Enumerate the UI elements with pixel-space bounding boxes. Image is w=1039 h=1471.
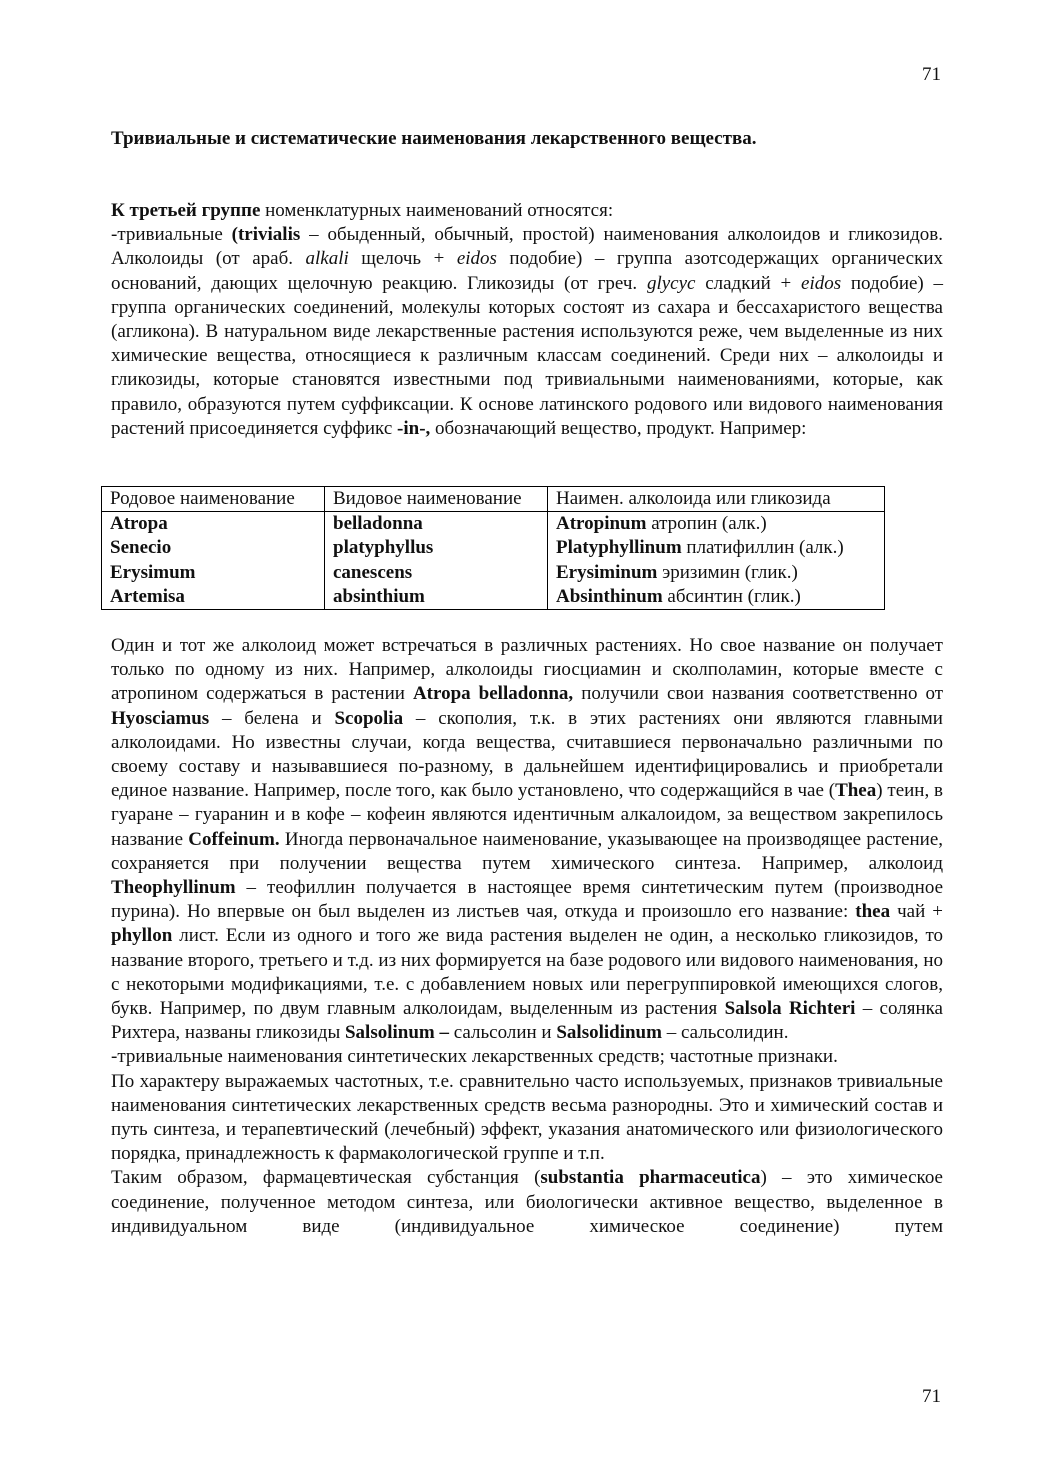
- table-header-row: [102, 487, 885, 512]
- bold-term: Salsola Richteri: [724, 998, 856, 1020]
- intro-paragraph: [111, 199, 943, 441]
- species-cell: [325, 561, 548, 585]
- compound-cell: [548, 512, 885, 537]
- text-run: лист. Если из одного и того же вида растения выделен не один, а несколько гликозидов, то название второго, третьего и т.д. из них формируется на базе родового или видового наименования, но с некоторыми модификациями, т.е. с добавлением новых или перегруппировкой имеющихся слогов, букв. Например, по двум главным алколоидам, выделенным из растения: [111, 925, 943, 1020]
- text-run: – белена и: [209, 707, 335, 729]
- compound-cell: [548, 585, 885, 610]
- bold-term: Salsolidinum: [556, 1022, 662, 1044]
- compound-russian: атропин (алк.): [646, 513, 767, 535]
- text-run: – теофиллин получается в настоящее время синтетическим путем (производное пурина). Но впервые он был выделен из листьев чая, откуда и произошло его название:: [111, 877, 943, 923]
- table-row: [102, 585, 885, 610]
- species-cell: [325, 585, 548, 610]
- species-cell: [325, 536, 548, 560]
- text-run: – скополия, т.к. в этих растениях они являются главными алколоидами. Но известны случаи, когда вещества, считавшиеся первоначально различными по своему составу и называвшиеся по-разному, в дальнейшем идентифицировались и приобретали единое название. Например, после того, как было установлено, что содержащийся в чае (: [111, 707, 943, 802]
- text-run: – сальсолидин.: [661, 1022, 789, 1044]
- compound-russian: платифиллин (алк.): [681, 537, 844, 559]
- italic-term: glycyc: [646, 272, 696, 294]
- page-number-top: 71: [922, 64, 941, 85]
- bold-term: Atropa belladonna,: [412, 683, 574, 705]
- genus-cell: [102, 585, 325, 610]
- body-text: [111, 634, 943, 1239]
- bold-term: Scopolia: [334, 707, 404, 729]
- compound-russian: эризимин (глик.): [657, 561, 798, 583]
- text-run: сальсолин и: [449, 1022, 557, 1044]
- text-run: чай +: [890, 901, 943, 923]
- text-run: Иногда первоначальное наименование, указывающее на производящее растение, сохраняется при получении вещества путем химического синтеза. Например, алколоид: [111, 828, 944, 874]
- compound-latin: Erysiminum: [556, 561, 658, 583]
- text-run: сладкий +: [695, 272, 802, 294]
- compound-latin: Atropinum: [556, 513, 647, 535]
- text-run: – солянка Рихтера, названы гликозиды: [111, 998, 943, 1044]
- table-row: [102, 561, 885, 585]
- bold-term: Hyosciamus: [111, 707, 210, 729]
- bold-term: phyllon: [111, 925, 173, 947]
- species-name: platyphyllus: [333, 537, 434, 559]
- text-run: ) теин, в гуаране – гуаранин и в кофе – кофеин являются идентичным алкалоидом, за веществом закрепилось название: [111, 780, 943, 850]
- body-paragraph: [111, 1166, 943, 1239]
- text-run: подобие) – группа азотсодержащих органических оснований, дающих щелочную реакцию. Гликозиды (от греч.: [111, 248, 943, 294]
- compound-latin: Platyphyllinum: [556, 537, 682, 559]
- genus-cell: [102, 561, 325, 585]
- compound-cell: [548, 561, 885, 585]
- species-cell: [325, 512, 548, 537]
- bold-term: Theophyllinum: [111, 877, 236, 899]
- genus-cell: [102, 536, 325, 560]
- compound-latin: Absinthinum: [556, 585, 663, 607]
- text-run: подобие) – группа органических соединений, молекулы которых состоят из сахара и бессахаристого вещества (агликона). В натуральном виде лекарственные растения используются реже, чем выделенные из них химические вещества, относящиеся к различным классам соединений. Среди них – алколоиды и гликозиды, которые становятся известными под тривиальными наименованиями, которые, как правило, образуются путем суффиксации. К основе латинского родового или видового наименования растений присоединяется суффикс: [111, 272, 944, 439]
- table-row: [102, 536, 885, 560]
- text-run: – обыденный, обычный, простой) наименования алколоидов и гликозидов. Алколоиды (от араб.: [111, 224, 943, 270]
- species-name: belladonna: [333, 513, 423, 535]
- genus-cell: [102, 512, 325, 537]
- body-paragraph: [111, 634, 943, 1045]
- bold-term: substantia pharmaceutica: [540, 1167, 761, 1189]
- text-run: Один и тот же алколоид может встречаться в различных растениях. Но свое название он получает только по одному из них. Например, алколоиды гиосциамин и сколполамин, которые вместе с атропином содержаться в растении: [111, 635, 943, 705]
- text-run: ) – это химическое соединение, полученное методом синтеза, или биологически активное вещество, выделенное в индивидуальном виде (индивидуальное химическое соединение) путем: [111, 1167, 943, 1237]
- text-run: получили свои названия соответственно от: [573, 683, 944, 705]
- bold-term: thea: [855, 901, 891, 923]
- nomenclature-table: [101, 486, 885, 610]
- text-run: Таким образом, фармацевтическая субстанция (: [111, 1167, 541, 1189]
- italic-term: eidos: [456, 248, 497, 270]
- bold-term: Salsolinum –: [344, 1022, 449, 1044]
- genus-name: Artemisa: [110, 585, 185, 607]
- italic-term: eidos: [801, 272, 842, 294]
- bold-term: К третьей группе: [111, 200, 261, 221]
- species-name: canescens: [333, 561, 413, 583]
- text-run: щелочь +: [348, 248, 457, 270]
- genus-name: Erysimum: [110, 561, 196, 583]
- table-header: Видовое наименование: [325, 487, 548, 512]
- bold-term: -in-,: [397, 417, 431, 439]
- text-run: номенклатурных наименований относятся:: [260, 200, 614, 221]
- body-line: -тривиальные наименования синтетических лекарственных средств; частотные признаки.: [111, 1046, 838, 1068]
- bold-term: Coffeinum.: [188, 828, 280, 850]
- genus-name: Senecio: [110, 537, 172, 559]
- body-paragraph: По характеру выражаемых частотных, т.е. сравнительно часто используемых, признаков тривиальные наименования синтетических лекарственных средств весьма разнородны. Это и химический состав и путь синтеза, и терапевтический (лечебный) эффект, указания анатомического или физиологического порядка, принадлежность к фармакологической группе и т.п.: [111, 1070, 943, 1165]
- genus-name: Atropa: [110, 513, 168, 535]
- table-header: Наимен. алколоида или гликозида: [548, 487, 885, 512]
- table-header: Родовое наименование: [102, 487, 325, 512]
- page-number-bottom: 71: [922, 1386, 941, 1407]
- compound-cell: [548, 536, 885, 560]
- text-run: обозначающий вещество, продукт. Например:: [430, 417, 807, 439]
- bold-term: Thea: [835, 780, 877, 802]
- table-row: [102, 512, 885, 537]
- bold-term: (trivialis: [231, 224, 301, 246]
- page-title: Тривиальные и систематические наименования лекарственного вещества.: [111, 128, 757, 149]
- italic-term: alkali: [305, 248, 349, 270]
- text-run: -тривиальные: [111, 224, 232, 246]
- compound-russian: абсинтин (глик.): [662, 585, 801, 607]
- species-name: absinthium: [333, 585, 425, 607]
